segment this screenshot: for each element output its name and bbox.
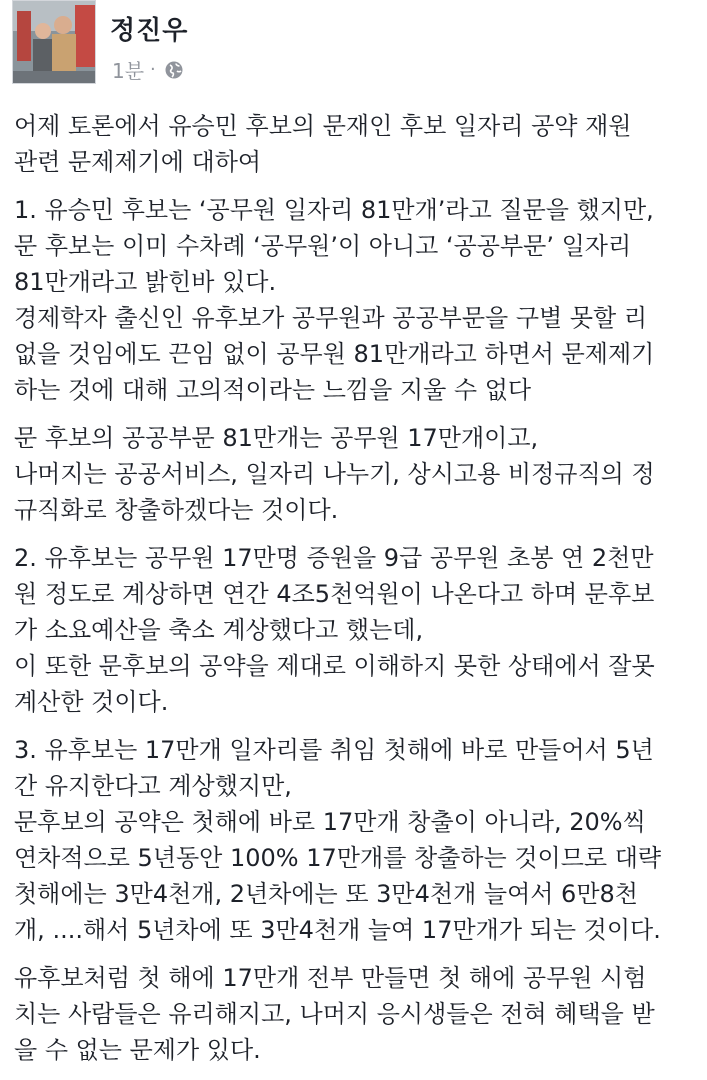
post-paragraph: 유후보처럼 첫 해에 17만개 전부 만들면 첫 해에 공무원 시험 치는 사람들은 유리해지고, 나머지 응시생들은 전혀 혜택을 받 을 수 없는 문제가 있다.	[14, 964, 655, 1064]
post-header	[0, 0, 707, 96]
author-name[interactable]: 정진우	[110, 16, 189, 46]
meta-separator: ·	[150, 59, 156, 80]
post-paragraph: 문 후보의 공공부문 81만개는 공무원 17만개이고, 나머지는 공공서비스, 일자리 나누기, 상시고용 비정규직의 정 규직화로 창출하겠다는 것이다.	[14, 424, 655, 524]
post-time[interactable]: 1분	[112, 59, 145, 83]
post-paragraph: 2. 유후보는 공무원 17만명 증원을 9급 공무원 초봉 연 2천만 원 정도로 계상하면 연간 4조5천억원이 나온다고 하며 문후보 가 소요예산을 축소 계상했다고 했는데, 이 또한 문후보의 공약을 제대로 이해하지 못한 상태에서 잘못 계산한 것이다.	[14, 544, 655, 716]
profile-avatar[interactable]	[12, 0, 96, 84]
post-paragraph: 1. 유승민 후보는 ‘공무원 일자리 81만개’라고 질문을 했지만, 문 후보는 이미 수차례 ‘공무원’이 아니고 ‘공공부문’ 일자리 81만개라고 밝힌바 있다. 경제학자 출신인 유후보가 공무원과 공공부문을 구별 못할 리 없을 것임에도 끈임 없이 공무원 81만개라고 하면서 문제제기 하는 것에 대해 고의적이라는 느낌을 지울 수 없다	[14, 196, 655, 404]
globe-icon[interactable]	[164, 60, 184, 80]
profile-photo	[13, 1, 96, 84]
post-text	[14, 108, 698, 1080]
post-meta	[112, 55, 184, 84]
post-paragraph: 어제 토론에서 유승민 후보의 문재인 후보 일자리 공약 재원 관련 문제제기에 대하여	[14, 112, 632, 176]
post-paragraph: 3. 유후보는 17만개 일자리를 취임 첫해에 바로 만들어서 5년 간 유지한다고 계상했지만, 문후보의 공약은 첫해에 바로 17만개 창출이 아니라, 20%씩 연차적으로 5년동안 100% 17만개를 창출하는 것이므로 대략 첫해에는 3만4천개, 2년차에는 또 3만4천개 늘여서 6만8천 개, ....해서 5년차에 또 3만4천개 늘여 17만개가 되는 것이다.	[14, 736, 662, 944]
